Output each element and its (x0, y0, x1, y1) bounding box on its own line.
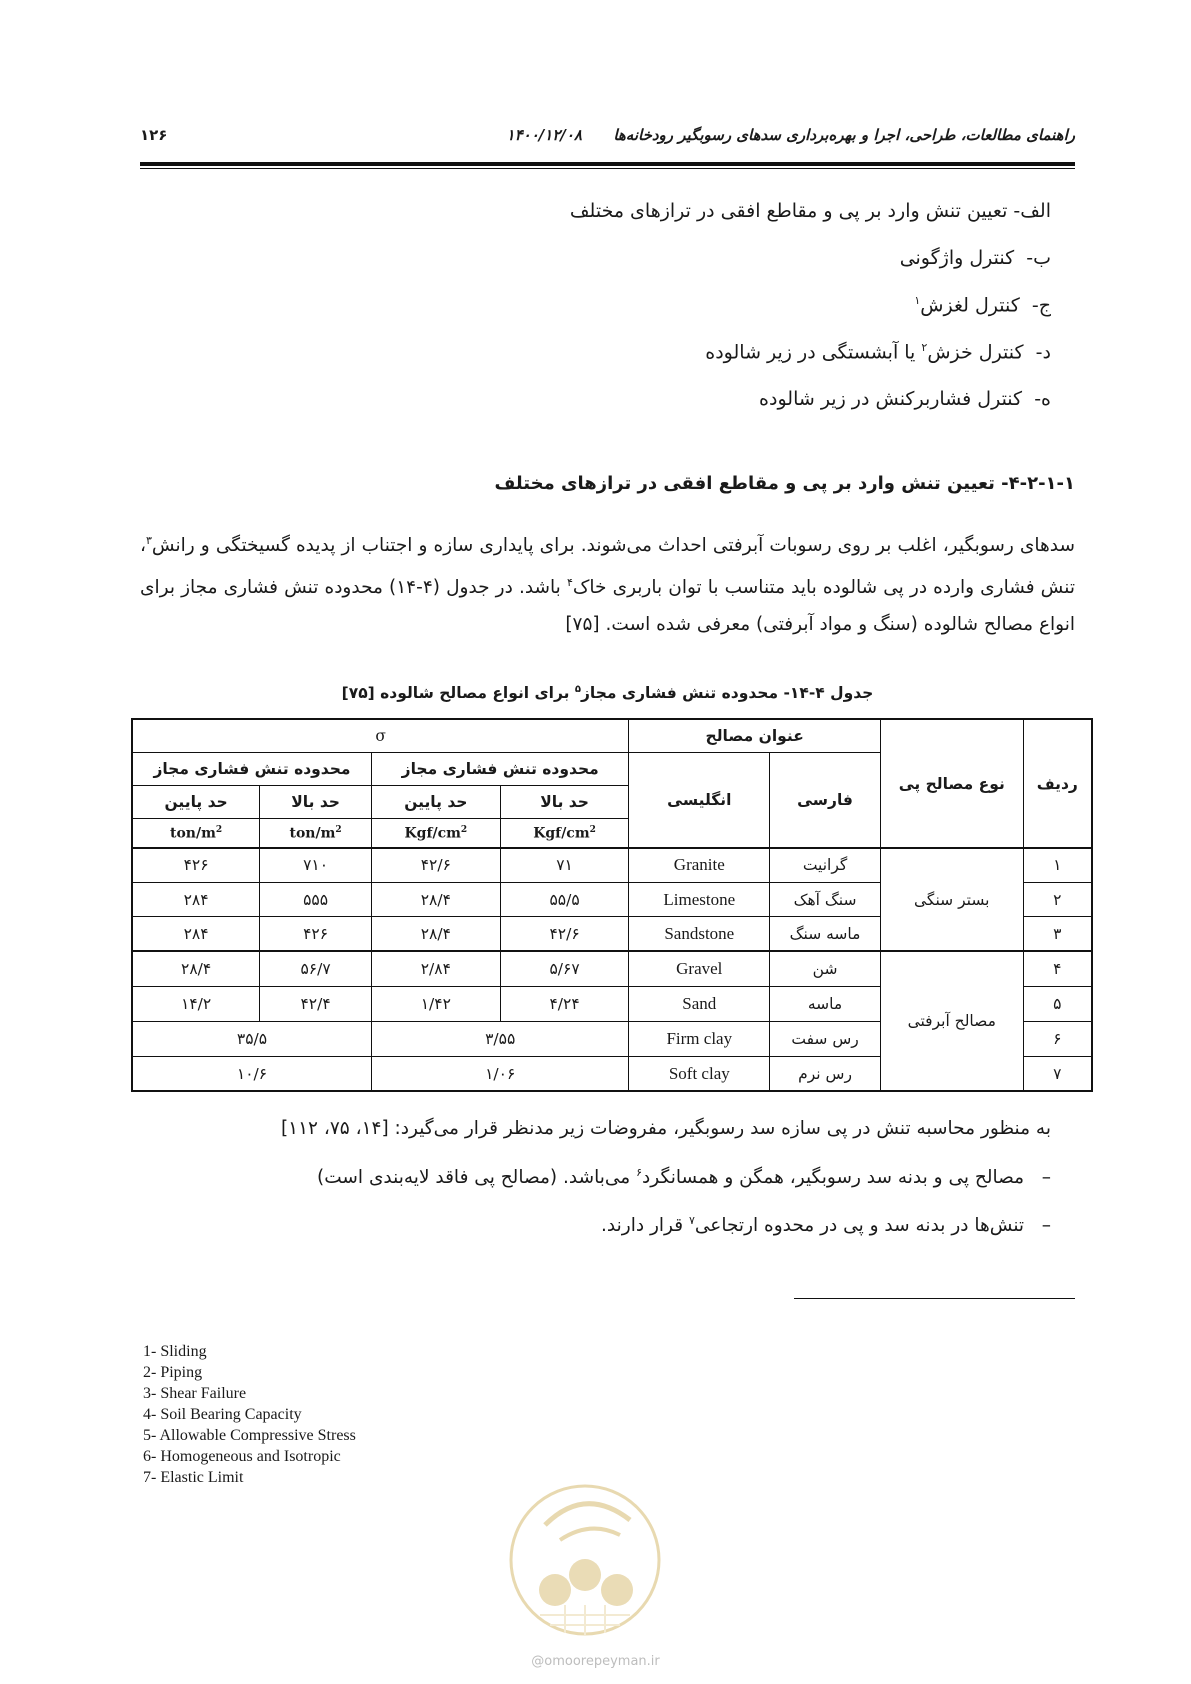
book-title: راهنمای مطالعات، طراحی، اجرا و بهره‌برداری سدهای رسوبگیر رودخانه‌ها (613, 126, 1075, 144)
row-number: ۳ (1023, 917, 1092, 951)
paragraph-text: سدهای رسوبگیر، اغلب بر روی رسوبات آبرفتی احداث می‌شوند. برای پایداری سازه و اجتناب از پدیده گسیختگی و رانش (151, 535, 1075, 557)
row-number: ۷ (1023, 1057, 1092, 1092)
english-header: انگلیسی (629, 752, 770, 848)
list-text: کنترل خزش (927, 341, 1024, 364)
footnote-ref: ۷ (688, 1214, 695, 1227)
kgf-value: ۳/۵۵ (371, 1021, 628, 1056)
running-header (140, 126, 1075, 150)
list-marker: ج- (1031, 294, 1051, 317)
assumption-text: مصالح پی و بدنه سد رسوبگیر، همگن و همسانگرد (642, 1167, 1025, 1189)
footnote-ref: ۲ (921, 341, 928, 354)
dash-marker: – (1041, 1215, 1051, 1237)
material-header: عنوان مصالح (629, 719, 881, 752)
list-marker: ب- (1026, 247, 1051, 269)
list-text: کنترل فشاربرکنش در زیر شالوده (759, 388, 1023, 410)
footnote: 6- Homogeneous and Isotropic (143, 1448, 341, 1465)
ton-upper-header: حد بالا (260, 786, 372, 819)
unit-text: Kgf/cm (404, 825, 461, 842)
list-marker: الف- (1013, 200, 1051, 222)
list-marker: ه- (1034, 388, 1051, 410)
table-caption (140, 684, 1075, 702)
unit-kgf (371, 819, 500, 848)
unit-ton (260, 819, 372, 848)
table-row (132, 848, 1092, 882)
footnote-rule (794, 1298, 1075, 1299)
kgf-lower-value: ۱/۴۲ (371, 987, 500, 1021)
caption-text: جدول ۴-۱۴- محدوده تنش فشاری مجاز (580, 684, 874, 703)
farsi-name: رس سفت (770, 1021, 881, 1056)
english-name: Gravel (629, 951, 770, 986)
foundation-type-header: نوع مصالح پی (880, 719, 1023, 848)
kgf-lower-header: حد پایین (371, 786, 500, 819)
kgf-lower-value: ۲/۸۴ (371, 951, 500, 986)
english-name: Limestone (629, 882, 770, 916)
section-number: ۴-۲-۱-۱- (1001, 473, 1075, 494)
farsi-name: شن (770, 951, 881, 986)
group-alluvial: مصالح آبرفتی (880, 951, 1023, 1091)
footnote: 1- Sliding (143, 1343, 207, 1360)
assumption-text: قرار دارند. (601, 1215, 684, 1237)
ton-value: ۳۵/۵ (132, 1021, 371, 1056)
list-item (705, 341, 1051, 363)
english-name: Soft clay (629, 1057, 770, 1092)
footnote-ref: ۳ (145, 534, 152, 547)
footnote-ref: ۶ (636, 1166, 643, 1179)
ton-upper-value: ۷۱۰ (260, 848, 372, 882)
group-header-kgf: محدوده تنش فشاری مجاز (371, 752, 628, 785)
ton-lower-value: ۲۸۴ (132, 882, 260, 916)
footnote: 5- Allowable Compressive Stress (143, 1427, 356, 1444)
unit-exponent: 2 (335, 824, 342, 835)
section-title: تعیین تنش وارد بر پی و مقاطع افقی در ترازهای مختلف (494, 473, 995, 494)
assumption-text: تنش‌ها در بدنه سد و پی در محدوه ارتجاعی (694, 1215, 1025, 1237)
unit-text: ton/m (289, 825, 336, 842)
farsi-name: ماسه (770, 987, 881, 1021)
row-number: ۲ (1023, 882, 1092, 916)
kgf-upper-value: ۴۲/۶ (500, 917, 629, 951)
ton-lower-header: حد پایین (132, 786, 260, 819)
stress-table (131, 718, 1093, 1092)
kgf-upper-header: حد بالا (500, 786, 629, 819)
row-number-header: ردیف (1023, 719, 1092, 848)
list-marker: د- (1035, 341, 1051, 364)
assumption-item (317, 1166, 1051, 1188)
kgf-upper-value: ۴/۲۴ (500, 987, 629, 1021)
footnote-ref: ۵ (574, 684, 581, 695)
footnote: 7- Elastic Limit (143, 1469, 244, 1486)
english-name: Sand (629, 987, 770, 1021)
page-number: ۱۲۶ (140, 126, 168, 144)
ton-upper-value: ۵۶/۷ (260, 951, 372, 986)
header-rule-thick (140, 162, 1075, 166)
unit-text: ton/m (170, 825, 216, 842)
sigma-header: σ (132, 719, 629, 752)
row-number: ۶ (1023, 1021, 1092, 1056)
assumptions-intro (281, 1118, 1051, 1139)
dash-marker: – (1041, 1167, 1051, 1189)
ton-lower-value: ۲۸۴ (132, 917, 260, 951)
ton-lower-value: ۴۲۶ (132, 848, 260, 882)
paragraph-text: باشد. در جدول (۴-۱۴) محدوده تنش فشاری مجاز برای انواع مصالح شالوده (سنگ و مواد آبرفتی) معرفی شده است. [۷۵] (140, 577, 1075, 636)
list-text: تعیین تنش وارد بر پی و مقاطع افقی در ترازهای مختلف (569, 200, 1008, 222)
unit-kgf (500, 819, 629, 848)
watermark-logo-icon (505, 1465, 665, 1655)
list-item (759, 388, 1051, 410)
body-paragraph (140, 522, 1075, 643)
unit-exponent: 2 (215, 824, 223, 835)
list-text: کنترل لغزش (920, 294, 1020, 317)
unit-text: Kgf/cm (533, 825, 590, 842)
farsi-name: گرانیت (770, 848, 881, 882)
footnote: 4- Soil Bearing Capacity (143, 1406, 302, 1423)
caption-text: برای انواع مصالح شالوده [۷۵] (341, 684, 570, 703)
footnotes (143, 1341, 356, 1488)
row-number: ۴ (1023, 951, 1092, 986)
watermark-site: @omoorepeyman.ir (531, 1654, 660, 1669)
kgf-lower-value: ۴۲/۶ (371, 848, 500, 882)
list-text: یا آبشستگی در زیر شالوده (705, 341, 916, 364)
group-rock: بستر سنگی (880, 848, 1023, 951)
ton-upper-value: ۴۲۶ (260, 917, 372, 951)
farsi-name: رس نرم (770, 1057, 881, 1092)
table-row (132, 951, 1092, 986)
unit-exponent: 2 (589, 824, 596, 835)
farsi-name: ماسه سنگ (770, 917, 881, 951)
list-item (914, 294, 1051, 316)
paragraph-text: ، تنش فشاری وارده در پی شالوده باید متناسب با توان باربری خاک (140, 535, 1075, 599)
unit-ton (132, 819, 260, 848)
ton-lower-value: ۲۸/۴ (132, 951, 260, 986)
footnote-ref: ۴ (566, 576, 573, 590)
english-name: Granite (629, 848, 770, 882)
row-number: ۵ (1023, 987, 1092, 1021)
farsi-name: سنگ آهک (770, 882, 881, 916)
footnote-ref: ۱ (914, 294, 921, 307)
footnote: 2- Piping (143, 1364, 203, 1381)
group-header-ton: محدوده تنش فشاری مجاز (132, 752, 371, 785)
row-number: ۱ (1023, 848, 1092, 882)
ton-upper-value: ۴۲/۴ (260, 987, 372, 1021)
list-text: کنترل واژگونی (899, 247, 1015, 269)
assumption-item (601, 1214, 1051, 1236)
kgf-lower-value: ۲۸/۴ (371, 917, 500, 951)
intro-text: به منظور محاسبه تنش در پی سازه سد رسوبگیر، مفروضات زیر مدنظر قرار می‌گیرد: [۱۴، ۷۵، ۱۱۲] (280, 1118, 1051, 1139)
kgf-upper-value: ۷۱ (500, 848, 629, 882)
footnote: 3- Shear Failure (143, 1385, 247, 1402)
kgf-lower-value: ۲۸/۴ (371, 882, 500, 916)
english-name: Firm clay (629, 1021, 770, 1056)
kgf-upper-value: ۵/۶۷ (500, 951, 629, 986)
kgf-value: ۱/۰۶ (371, 1057, 628, 1092)
ton-lower-value: ۱۴/۲ (132, 987, 260, 1021)
header-rule-thin (140, 168, 1075, 169)
header-date: ۱۴۰۰/۱۲/۰۸ (506, 126, 582, 144)
ton-upper-value: ۵۵۵ (260, 882, 372, 916)
english-name: Sandstone (629, 917, 770, 951)
unit-exponent: 2 (460, 824, 468, 835)
list-item (900, 247, 1051, 269)
section-heading (494, 473, 1075, 494)
running-title (507, 126, 1075, 144)
kgf-upper-value: ۵۵/۵ (500, 882, 629, 916)
list-item (570, 200, 1051, 222)
assumption-text: می‌باشد. (مصالح پی فاقد لایه‌بندی است) (317, 1167, 631, 1189)
farsi-header: فارسی (770, 752, 881, 848)
ton-value: ۱۰/۶ (132, 1057, 371, 1092)
